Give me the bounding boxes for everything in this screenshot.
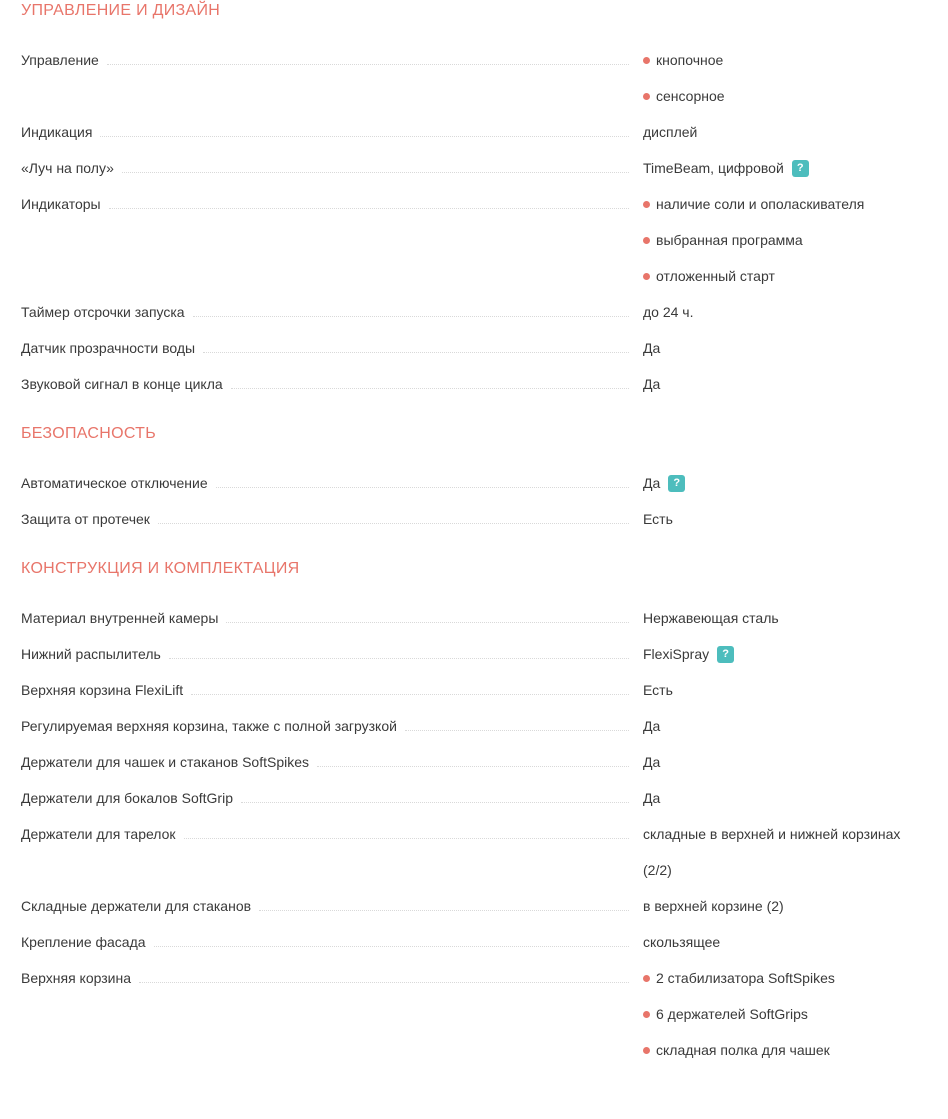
- bullet-icon: [643, 57, 650, 64]
- spec-label-cell: [21, 753, 643, 771]
- spec-value-text: FlexiSpray: [643, 646, 710, 662]
- spec-value-line: [643, 825, 938, 843]
- spec-label-cell: [21, 123, 643, 141]
- spec-label-cell: [21, 195, 643, 213]
- spec-row: [21, 123, 948, 141]
- dotted-leader: [109, 208, 629, 209]
- spec-row: [21, 375, 948, 393]
- dotted-leader: [317, 766, 629, 767]
- bullet-icon: [643, 273, 650, 280]
- spec-value-text: Есть: [643, 682, 673, 698]
- spec-value-text: сенсорное: [656, 88, 725, 104]
- spec-row: [21, 303, 948, 321]
- spec-value-cell: [643, 159, 948, 177]
- spec-label-cell: [21, 510, 643, 528]
- section-title: БЕЗОПАСНОСТЬ: [21, 425, 157, 442]
- spec-row: [21, 681, 948, 699]
- spec-value-text: дисплей: [643, 124, 698, 140]
- spec-value-line: [643, 609, 938, 627]
- spec-label: Складные держатели для стаканов: [21, 898, 252, 914]
- spec-value-line: [643, 1005, 938, 1023]
- spec-value-text: Есть: [643, 511, 673, 527]
- dotted-leader: [405, 730, 629, 731]
- spec-value-text: Да: [643, 340, 661, 356]
- help-icon[interactable]: ?: [792, 160, 809, 177]
- spec-label: Таймер отсрочки запуска: [21, 304, 185, 320]
- spec-value-cell: [643, 681, 948, 699]
- spec-value-line: [643, 969, 938, 987]
- dotted-leader: [259, 910, 629, 911]
- spec-value-text: Да: [643, 718, 661, 734]
- bullet-icon: [643, 1047, 650, 1054]
- spec-value-cell: [643, 339, 948, 357]
- dotted-leader: [139, 982, 629, 983]
- spec-row: [21, 474, 948, 492]
- spec-row: [21, 195, 948, 285]
- spec-value-text: Да: [643, 754, 661, 770]
- spec-value-text: выбранная программа: [656, 232, 803, 248]
- spec-label: Звуковой сигнал в конце цикла: [21, 376, 223, 392]
- spec-value-text: скользящее: [643, 934, 721, 950]
- spec-label: Верхняя корзина FlexiLift: [21, 682, 184, 698]
- spec-label: Индикаторы: [21, 196, 101, 212]
- spec-value-line: [643, 87, 938, 105]
- spec-value-text: Да: [643, 790, 661, 806]
- spec-row: [21, 51, 948, 105]
- spec-label-cell: [21, 825, 643, 843]
- spec-rows: [21, 609, 948, 1059]
- bullet-icon: [643, 975, 650, 982]
- spec-value-line: [643, 1041, 938, 1059]
- spec-value-cell: [643, 789, 948, 807]
- spec-value-line: [643, 510, 938, 528]
- spec-label: Защита от протечек: [21, 511, 150, 527]
- dotted-leader: [184, 838, 629, 839]
- dotted-leader: [169, 658, 629, 659]
- spec-label-cell: [21, 159, 643, 177]
- dotted-leader: [122, 172, 629, 173]
- spec-value-line: [643, 933, 938, 951]
- dotted-leader: [231, 388, 629, 389]
- spec-value-text: Да: [643, 475, 661, 491]
- spec-value-line: [643, 753, 938, 771]
- help-icon[interactable]: ?: [668, 475, 685, 492]
- spec-value-line: [643, 123, 938, 141]
- spec-value-text: 6 держателей SoftGrips: [656, 1006, 808, 1022]
- dotted-leader: [203, 352, 629, 353]
- spec-value-text: кнопочное: [656, 52, 724, 68]
- spec-label: Материал внутренней камеры: [21, 610, 219, 626]
- spec-label: Крепление фасада: [21, 934, 146, 950]
- spec-row: [21, 969, 948, 1059]
- spec-label-cell: [21, 681, 643, 699]
- spec-label: Регулируемая верхняя корзина, также с полной загрузкой: [21, 718, 397, 734]
- spec-value-line: [643, 681, 938, 699]
- spec-value-text: складные в верхней и нижней корзинах: [643, 826, 901, 842]
- spec-row: [21, 159, 948, 177]
- spec-value-line: [643, 231, 938, 249]
- spec-label-cell: [21, 933, 643, 951]
- spec-section: [21, 560, 948, 1059]
- spec-value-cell: [643, 123, 948, 141]
- section-title: УПРАВЛЕНИЕ И ДИЗАЙН: [21, 2, 221, 19]
- spec-label-cell: [21, 303, 643, 321]
- spec-row: [21, 510, 948, 528]
- spec-label: Индикация: [21, 124, 93, 140]
- spec-value-text: в верхней корзине (2): [643, 898, 784, 914]
- spec-value-line: [643, 897, 938, 915]
- spec-label: Держатели для чашек и стаканов SoftSpikes: [21, 754, 310, 770]
- spec-row: [21, 645, 948, 663]
- spec-value-text: складная полка для чашек: [656, 1042, 830, 1058]
- spec-value-cell: [643, 609, 948, 627]
- spec-label-cell: [21, 375, 643, 393]
- dotted-leader: [191, 694, 629, 695]
- help-icon[interactable]: ?: [717, 646, 734, 663]
- spec-label: Верхняя корзина: [21, 970, 131, 986]
- spec-value-cell: [643, 753, 948, 771]
- dotted-leader: [193, 316, 629, 317]
- dotted-leader: [226, 622, 629, 623]
- spec-value-text: до 24 ч.: [643, 304, 694, 320]
- spec-row: [21, 789, 948, 807]
- dotted-leader: [107, 64, 629, 65]
- spec-value-line: [643, 51, 938, 69]
- spec-value-line: [643, 861, 938, 879]
- spec-row: [21, 825, 948, 879]
- dotted-leader: [158, 523, 629, 524]
- dotted-leader: [241, 802, 629, 803]
- spec-value-line: [643, 375, 938, 393]
- spec-value-cell: [643, 375, 948, 393]
- spec-rows: [21, 51, 948, 393]
- spec-value-cell: [643, 825, 948, 879]
- spec-value-cell: [643, 969, 948, 1059]
- dotted-leader: [216, 487, 629, 488]
- spec-value-line: [643, 159, 938, 177]
- spec-value-line: [643, 339, 938, 357]
- spec-value-cell: [643, 645, 948, 663]
- spec-value-cell: [643, 195, 948, 285]
- spec-label-cell: [21, 717, 643, 735]
- spec-value-line: [643, 645, 938, 663]
- spec-label-cell: [21, 969, 643, 987]
- spec-value-text: Нержавеющая сталь: [643, 610, 779, 626]
- spec-row: [21, 717, 948, 735]
- spec-label-cell: [21, 789, 643, 807]
- spec-value-cell: [643, 933, 948, 951]
- spec-value-line: [643, 474, 938, 492]
- spec-value-cell: [643, 897, 948, 915]
- section-title: КОНСТРУКЦИЯ И КОМПЛЕКТАЦИЯ: [21, 560, 300, 577]
- spec-value-text: наличие соли и ополаскивателя: [656, 196, 865, 212]
- spec-value-text: Да: [643, 376, 661, 392]
- spec-label-cell: [21, 645, 643, 663]
- spec-value-text: (2/2): [643, 862, 672, 878]
- spec-row: [21, 933, 948, 951]
- spec-row: [21, 339, 948, 357]
- spec-label-cell: [21, 51, 643, 69]
- spec-section: [21, 2, 948, 393]
- spec-value-text: TimeBeam, цифровой: [643, 160, 784, 176]
- spec-value-line: [643, 195, 938, 213]
- spec-value-line: [643, 267, 938, 285]
- spec-label: Держатели для бокалов SoftGrip: [21, 790, 233, 806]
- bullet-icon: [643, 201, 650, 208]
- spec-value-cell: [643, 303, 948, 321]
- spec-label: «Луч на полу»: [21, 160, 114, 176]
- spec-row: [21, 609, 948, 627]
- spec-value-line: [643, 303, 938, 321]
- spec-label: Автоматическое отключение: [21, 475, 208, 491]
- spec-rows: [21, 474, 948, 528]
- spec-row: [21, 753, 948, 771]
- bullet-icon: [643, 1011, 650, 1018]
- bullet-icon: [643, 237, 650, 244]
- spec-label-cell: [21, 339, 643, 357]
- spec-value-text: отложенный старт: [656, 268, 775, 284]
- spec-label: Управление: [21, 52, 99, 68]
- spec-label-cell: [21, 609, 643, 627]
- dotted-leader: [100, 136, 629, 137]
- spec-row: [21, 897, 948, 915]
- spec-section: [21, 425, 948, 528]
- spec-value-cell: [643, 717, 948, 735]
- spec-value-cell: [643, 51, 948, 105]
- spec-label: Датчик прозрачности воды: [21, 340, 196, 356]
- spec-value-cell: [643, 510, 948, 528]
- spec-label-cell: [21, 474, 643, 492]
- spec-value-line: [643, 789, 938, 807]
- spec-value-line: [643, 717, 938, 735]
- spec-label: Нижний распылитель: [21, 646, 161, 662]
- spec-label-cell: [21, 897, 643, 915]
- spec-label: Держатели для тарелок: [21, 826, 176, 842]
- dotted-leader: [154, 946, 629, 947]
- bullet-icon: [643, 93, 650, 100]
- spec-value-text: 2 стабилизатора SoftSpikes: [656, 970, 835, 986]
- spec-sections-container: [21, 2, 948, 1059]
- spec-value-cell: [643, 474, 948, 492]
